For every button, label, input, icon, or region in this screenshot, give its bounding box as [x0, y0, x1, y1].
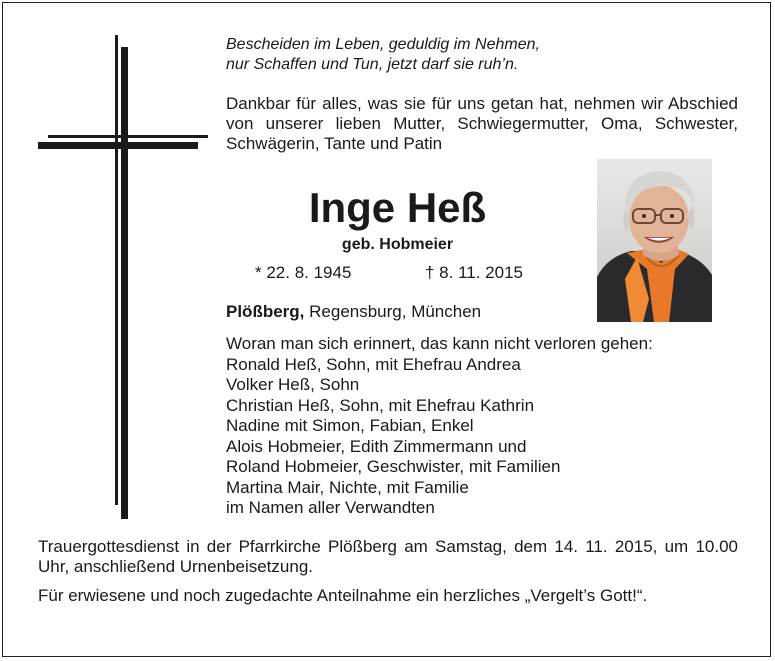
cross-horizontal-thin — [48, 135, 208, 138]
mourner-line: Woran man sich erinnert, das kann nicht verloren gehen: — [226, 334, 653, 353]
mourner-line: Roland Hobmeier, Geschwister, mit Familien — [226, 457, 561, 476]
portrait-photo — [597, 159, 712, 322]
mourner-line: Nadine mit Simon, Fabian, Enkel — [226, 416, 474, 435]
funeral-service-text: Trauergottesdienst in der Pfarrkirche Plößberg am Samstag, dem 14. 11. 2015, um 10.00 Uhr, anschließend Urnenbeisetzung. — [38, 537, 738, 576]
places — [226, 302, 481, 322]
verse — [226, 35, 746, 75]
death-date: † 8. 11. 2015 — [425, 263, 523, 282]
mourner-line: Alois Hobmeier, Edith Zimmermann und — [226, 436, 527, 456]
mourner-line: Ronald Heß, Sohn, mit Ehefrau Andrea — [226, 354, 521, 374]
place-rest: Regensburg, München — [304, 302, 482, 321]
deceased-name: Inge Heß — [308, 184, 487, 231]
mourner-line: Martina Mair, Nichte, mit Familie — [226, 477, 469, 497]
cross-vertical-thin — [115, 35, 118, 505]
portrait-illustration — [597, 159, 712, 322]
cross-vertical-thick — [121, 47, 128, 519]
mourner-line: Christian Heß, Sohn, mit Ehefrau Kathrin — [226, 395, 535, 415]
mourner-line: Volker Heß, Sohn — [226, 375, 360, 394]
mourner-line: im Namen aller Verwandten — [226, 498, 435, 517]
mourners-list — [226, 334, 726, 519]
verse-line-1: Bescheiden im Leben, geduldig im Nehmen, — [226, 36, 540, 53]
verse-line-2: nur Schaffen und Tun, jetzt darf sie ruh’n. — [226, 56, 519, 73]
birth-date: * 22. 8. 1945 — [255, 263, 352, 282]
place-main: Plößberg, — [226, 302, 305, 321]
cross-horizontal-thick — [38, 142, 198, 149]
maiden-name: geb. Hobmeier — [341, 236, 454, 253]
thanks-text: Für erwiesene und noch zugedachte Anteilnahme ein herzliches „Vergelt’s Gott!“. — [38, 586, 648, 605]
intro-text: Dankbar für alles, was sie für uns getan hat, nehmen wir Abschied von unserer lieben Mutter, Schwiegermutter, Oma, Schwester, Schwägerin, Tante und Patin — [226, 94, 738, 153]
